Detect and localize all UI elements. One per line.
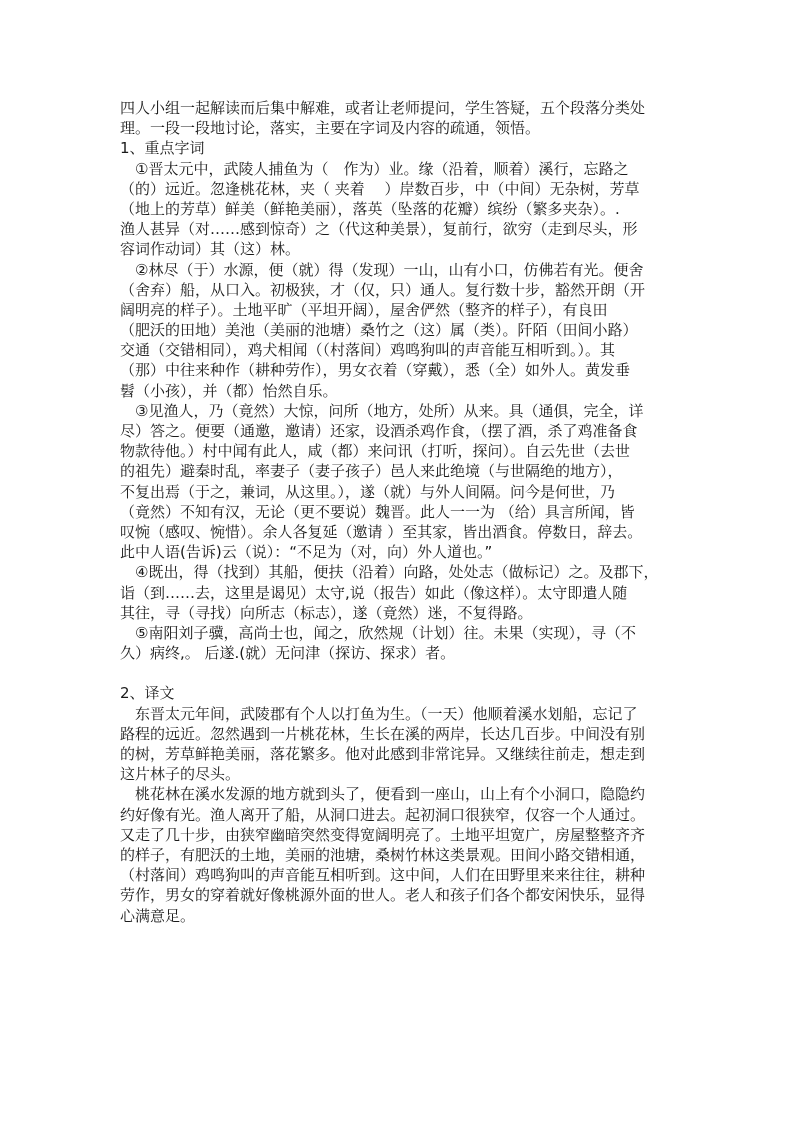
section-heading-keywords: 1、重点字词 (120, 139, 205, 158)
paragraph-line: （舍弃）船，从口入。初极狭，才（仅，只）通人。复行数十步，豁然开朗（开 (120, 280, 646, 299)
paragraph-line: 约好像有光。渔人离开了船，从洞口进去。起初洞口很狭窄，仅容一个人通过。 (120, 805, 646, 824)
paragraph-line: 诣（到……去，这里是谒见）太守,说（报告）如此（像这样）。太守即遣人随 (120, 583, 628, 602)
paragraph-line: （村落间）鸡鸣狗叫的声音能互相听到。这中间，人们在田野里来来往往，耕种 (120, 866, 646, 885)
paragraph-line: （那）中往来种作（耕种劳作），男女衣着（穿戴），悉（全）如外人。黄发垂 (120, 361, 631, 380)
paragraph-line: 交通（交错相同），鸡犬相闻（（村落间）鸡鸣狗叫的声音能互相听到。）。其 (120, 341, 616, 360)
paragraph-line: 其往，寻（寻找）向所志（标志），遂（竟然）迷，不复得路。 (120, 603, 533, 622)
paragraph-line: ②林尽（于）水源，便（就）得（发现）一山，山有小口，仿佛若有光。便舍 (135, 260, 644, 279)
paragraph-line: 髫（小孩），并（都）怡然自乐。 (120, 381, 338, 400)
paragraph-line: 阔明亮的样子）。土地平旷（平坦开阔），屋舍俨然（整齐的样子），有良田 (120, 300, 608, 319)
document-page (120, 98, 678, 926)
paragraph-line: 心满意足。 (120, 906, 196, 925)
paragraph-line: 物款待他。）村中闻有此人，咸（都）来问讯（打听，探问）。自云先世（去世 (120, 442, 631, 461)
section-heading-translation: 2、译文 (120, 684, 175, 703)
paragraph-line: 的样子，有肥沃的土地，美丽的池塘，桑树竹林这类景观。田间小路交错相通， (120, 845, 646, 864)
paragraph-line: 这片林子的尽头。 (120, 765, 241, 784)
paragraph-line: 尽）答之。便要（通邀，邀请）还家，设酒杀鸡作食，（摆了酒，杀了鸡准备食 (120, 422, 638, 440)
paragraph-line: 路程的远近。忽然遇到一片桃花林，生长在溪的两岸，长达几百步。中间没有别 (120, 724, 646, 743)
intro-line: 四人小组一起解读而后集中解难，或者让老师提问，学生答疑，五个段落分类处 (120, 99, 646, 117)
paragraph-line: 渔人甚异（对……感到惊奇）之（代这种美景），复前行，欲穷（走到尽头，形 (120, 220, 638, 239)
paragraph-line: （地上的芳草）鲜美（鲜艳美丽），落英（坠落的花瓣）缤纷（繁多夹杂）。. (120, 199, 620, 218)
paragraph-line: ④既出，得（找到）其船，便扶（沿着）向路，处处志（做标记）之。及郡下， (135, 563, 659, 582)
paragraph-line: ③见渔人，乃（竟然）大惊，问所（地方，处所）从来。具（通俱，完全，详 (135, 401, 644, 420)
paragraph-line: ①晋太元中，武陵人捕鱼为（ 作为）业。缘（沿着，顺着）溪行，忘路之 (135, 159, 629, 178)
paragraph-line: 叹惋（感叹、惋惜）。余人各复延（邀请 ）至其家，皆出酒食。停数日，辞去。 (120, 522, 643, 541)
paragraph-line: 东晋太元年间，武陵郡有个人以打鱼为生。（一天）他顺着溪水划船，忘记了 (135, 704, 638, 723)
paragraph-line: 久）病终,。 后遂.(就）无问津（探访、探求）者。 (120, 644, 456, 663)
paragraph-line: 又走了几十步，由狭窄幽暗突然变得宽阔明亮了。土地平坦宽广，房屋整整齐齐 (120, 825, 646, 844)
intro-line: 理。一段一段地讨论，落实，主要在字词及内容的疏通，领悟。 (120, 119, 541, 138)
paragraph-line: 不复出焉（于之，兼词，从这里。），遂（就）与外人间隔。问今是何世，乃 (120, 482, 616, 501)
paragraph-line: ⑤南阳刘子骥，高尚士也，闻之，欣然规（计划）往。未果（实现），寻（不 (135, 623, 636, 642)
paragraph-line: （的）远近。忽逢桃花林，夹（ 夹着 ）岸数百步，中（中间）无杂树，芳草 (120, 179, 640, 198)
blank-line (120, 663, 678, 683)
paragraph-line: 容词作动词）其（这）林。 (120, 240, 301, 259)
paragraph-line: 桃花林在溪水发源的地方就到头了，便看到一座山，山上有个小洞口，隐隐约 (135, 785, 646, 804)
paragraph-line: 此中人语(告诉)云（说）：“不足为（对，向）外人道也。” (120, 543, 493, 562)
paragraph-line: 的树，芳草鲜艳美丽，落花繁多。他对此感到非常诧异。又继续往前走，想走到 (120, 745, 646, 763)
paragraph-line: 劳作，男女的穿着就好像桃源外面的世人。老人和孩子们各个都安闲快乐，显得 (120, 886, 646, 905)
paragraph-line: （竟然）不知有汉，无论（更不要说）魏晋。此人一一为 （给）具言所闻，皆 (120, 502, 635, 521)
paragraph-line: （肥沃的田地）美池（美丽的池塘）桑竹之（这）属（类）。阡陌（田间小路） (120, 321, 638, 340)
paragraph-line: 的祖先）避秦时乱，率妻子（妻子孩子）邑人来此绝境（与世隔绝的地方）， (120, 462, 623, 481)
